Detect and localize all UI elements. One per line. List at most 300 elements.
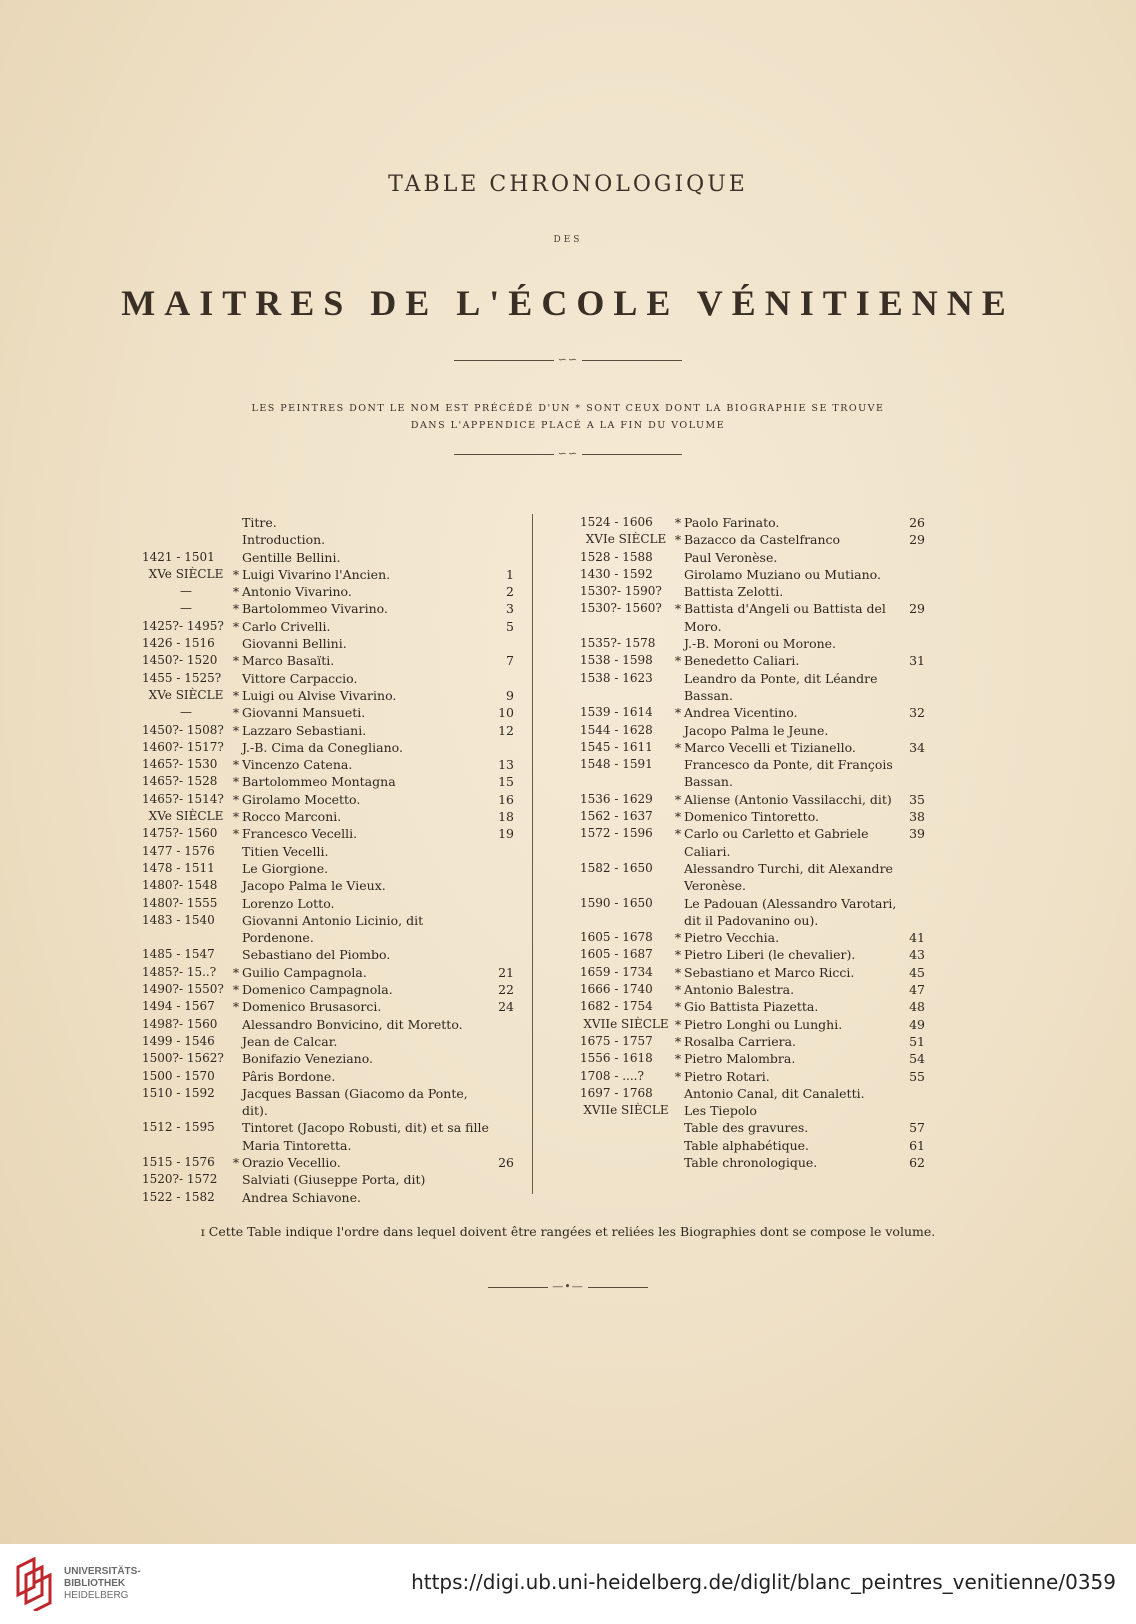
entry-text: Antonio Canal, dit Canaletti. — [684, 1085, 865, 1101]
table-row — [580, 964, 925, 981]
entry-star — [672, 566, 684, 583]
entry-page: 35 — [909, 791, 925, 807]
entry-page: 61 — [909, 1137, 925, 1153]
entry-date: 1562 - 1637 — [580, 809, 653, 824]
entry-star — [230, 1033, 242, 1050]
entry-page: 47 — [909, 982, 925, 998]
entry-star: * — [232, 982, 240, 998]
table-row — [580, 704, 925, 721]
entry-star — [672, 670, 684, 705]
entry-date: 1536 - 1629 — [580, 791, 653, 806]
entry-page — [490, 946, 514, 963]
table-row — [142, 981, 514, 998]
entry-page — [490, 895, 514, 912]
preface-note-line2: DANS L'APPENDICE PLACÉ A LA FIN DU VOLUME — [410, 420, 726, 431]
entry-page — [490, 1050, 514, 1067]
table-row — [580, 1016, 925, 1033]
entry-text: Domenico Campagnola. — [242, 982, 393, 998]
table-row — [580, 566, 925, 583]
entry-text: Le Giorgione. — [242, 860, 329, 876]
ornament-divider: —•— — [0, 1280, 1136, 1293]
table-row — [142, 912, 514, 947]
entry-star — [230, 860, 242, 877]
entry-date — [142, 531, 230, 548]
table-row — [580, 583, 925, 600]
entry-text: Carlo Crivelli. — [242, 618, 331, 634]
table-row — [142, 1154, 514, 1171]
table-row — [142, 998, 514, 1015]
entry-date: 1450?- 1508? — [142, 722, 224, 737]
table-row — [580, 722, 925, 739]
entry-star — [672, 722, 684, 739]
entry-star: * — [232, 566, 240, 582]
entry-text: Francesco Vecelli. — [242, 826, 358, 842]
entry-date: 1430 - 1592 — [580, 566, 653, 581]
entry-page: 34 — [909, 739, 925, 755]
entry-text: Introduction. — [242, 532, 326, 548]
entry-text: Jacopo Palma le Vieux. — [242, 878, 386, 894]
entry-star — [230, 549, 242, 566]
entry-page — [490, 860, 514, 877]
table-row — [142, 600, 514, 617]
entry-text: Pietro Liberi (le chevalier). — [684, 947, 856, 963]
entry-date: 1499 - 1546 — [142, 1033, 215, 1048]
entry-text: Giovanni Antonio Licinio, dit Pordenone. — [242, 912, 424, 946]
entry-page: 21 — [498, 964, 514, 980]
entry-page — [490, 1171, 514, 1188]
table-row — [142, 531, 514, 548]
table-row — [142, 843, 514, 860]
entry-page: 10 — [498, 705, 514, 721]
entry-date: 1515 - 1576 — [142, 1154, 215, 1169]
entry-star — [230, 843, 242, 860]
table-row — [580, 635, 925, 652]
table-row — [142, 635, 514, 652]
entry-text: J.-B. Moroni ou Morone. — [684, 636, 837, 652]
entry-page — [490, 1068, 514, 1085]
entry-page — [490, 739, 514, 756]
entry-page — [903, 1102, 925, 1119]
entry-text: Giovanni Bellini. — [242, 636, 347, 652]
table-row — [580, 1154, 925, 1171]
entry-text: Aliense (Antonio Vassilacchi, dit) — [684, 791, 892, 807]
entry-date: 1582 - 1650 — [580, 860, 653, 875]
right-column — [580, 514, 925, 1171]
entry-page — [903, 566, 925, 583]
entry-page: 19 — [498, 826, 514, 842]
entry-date: 1478 - 1511 — [142, 860, 215, 875]
entry-star — [672, 1085, 684, 1102]
entry-date: 1465?- 1514? — [142, 791, 224, 806]
entry-date: 1490?- 1550? — [142, 982, 224, 997]
table-row — [142, 825, 514, 842]
entry-text: Gio Battista Piazetta. — [684, 999, 819, 1015]
logo-line-2: BIBLIOTHEK — [64, 1578, 126, 1589]
entry-date: 1605 - 1678 — [580, 930, 653, 945]
entry-page: 49 — [909, 1016, 925, 1032]
entry-date — [580, 1154, 672, 1171]
entry-star: * — [674, 653, 682, 669]
entry-date: 1538 - 1623 — [580, 670, 653, 685]
entry-date: 1421 - 1501 — [142, 549, 215, 564]
title-table-chronologique: TABLE CHRONOLOGIQUE — [388, 172, 748, 197]
entry-star: * — [232, 687, 240, 703]
entry-date: 1483 - 1540 — [142, 912, 215, 927]
entry-star: * — [232, 1154, 240, 1170]
entry-date: 1480?- 1548 — [142, 878, 218, 893]
entry-date: 1500 - 1570 — [142, 1068, 215, 1083]
entry-text: Carlo ou Carletto et Gabriele Caliari. — [684, 826, 869, 859]
entry-text: Table chronologique. — [684, 1154, 818, 1170]
entry-page: 41 — [909, 930, 925, 946]
entry-star — [672, 635, 684, 652]
entry-star — [230, 531, 242, 548]
entry-text: Vincenzo Catena. — [242, 757, 353, 773]
entry-text: Pietro Vecchia. — [684, 930, 780, 946]
entry-star — [230, 912, 242, 947]
university-library-logo-text — [64, 1566, 141, 1602]
entry-star: * — [674, 982, 682, 998]
entry-text: Pietro Longhi ou Lunghi. — [684, 1016, 843, 1032]
entry-text: Rosalba Carriera. — [684, 1033, 796, 1049]
entry-text: Lazzaro Sebastiani. — [242, 722, 367, 738]
entry-text: Tintoret (Jacopo Robusti, dit) et sa fille Maria Tintoretta. — [242, 1120, 489, 1153]
table-row — [580, 670, 925, 705]
table-row — [142, 566, 514, 583]
entry-page: 38 — [909, 809, 925, 825]
entry-star — [230, 739, 242, 756]
table-row — [580, 549, 925, 566]
entry-star — [672, 1102, 684, 1119]
entry-star: * — [674, 601, 682, 617]
entry-page: 15 — [498, 774, 514, 790]
entry-text: Titien Vecelli. — [242, 843, 329, 859]
left-column — [142, 514, 514, 1206]
entry-page — [490, 1016, 514, 1033]
entry-text: Vittore Carpaccio. — [242, 670, 358, 686]
entry-text: Girolamo Mocetto. — [242, 791, 361, 807]
entry-date: 1520?- 1572 — [142, 1172, 218, 1187]
entry-date: XVIIe SIÈCLE — [583, 1016, 669, 1031]
entry-text: Bartolommeo Montagna — [242, 774, 396, 790]
entry-date: 1538 - 1598 — [580, 653, 653, 668]
entry-text: Table alphabétique. — [684, 1137, 809, 1153]
entry-page — [490, 1085, 514, 1120]
entry-page — [903, 549, 925, 566]
entry-date: 1485 - 1547 — [142, 947, 215, 962]
entry-text: Alessandro Bonvicino, dit Moretto. — [242, 1016, 463, 1032]
table-row — [142, 895, 514, 912]
table-row — [142, 618, 514, 635]
entry-date: 1465?- 1530 — [142, 757, 218, 772]
entry-text: Leandro da Ponte, dit Léandre Bassan. — [684, 670, 878, 703]
table-row — [142, 1171, 514, 1188]
entry-star: * — [674, 1016, 682, 1032]
entry-date: 1682 - 1754 — [580, 999, 653, 1014]
entry-page — [903, 860, 925, 895]
table-row — [142, 670, 514, 687]
entry-text: Andrea Schiavone. — [242, 1189, 361, 1205]
entry-star — [230, 1189, 242, 1206]
entry-star: * — [232, 584, 240, 600]
entry-text: Domenico Brusasorci. — [242, 999, 382, 1015]
table-row — [142, 583, 514, 600]
entry-star: * — [674, 1068, 682, 1084]
entry-date: — — [180, 584, 192, 599]
entry-star: * — [674, 1033, 682, 1049]
table-row — [142, 808, 514, 825]
column-divider — [532, 514, 533, 1194]
entry-page — [490, 514, 514, 531]
entry-text: Paolo Farinato. — [684, 515, 780, 530]
entry-page — [903, 722, 925, 739]
table-row — [580, 1119, 925, 1136]
entry-star — [672, 1137, 684, 1154]
entry-star: * — [674, 999, 682, 1015]
entry-star: * — [232, 774, 240, 790]
entry-star — [230, 635, 242, 652]
entry-date: 1572 - 1596 — [580, 826, 653, 841]
table-row — [580, 600, 925, 635]
table-row — [142, 1085, 514, 1120]
entry-page: 22 — [498, 982, 514, 998]
entry-page: 51 — [909, 1033, 925, 1049]
entry-page: 55 — [909, 1068, 925, 1084]
entry-star — [672, 583, 684, 600]
table-row — [142, 1033, 514, 1050]
entry-star: * — [674, 705, 682, 721]
table-row — [580, 791, 925, 808]
table-row — [142, 687, 514, 704]
entry-text: Bazacco da Castelfranco — [684, 532, 841, 548]
entry-date: — — [180, 601, 192, 616]
entry-star — [672, 549, 684, 566]
table-row — [142, 1119, 514, 1154]
table-row — [142, 877, 514, 894]
entry-date: 1498?- 1560 — [142, 1016, 218, 1031]
entry-page: 7 — [506, 653, 514, 669]
preface-note — [0, 400, 1136, 434]
entry-text: Girolamo Muziano ou Mutiano. — [684, 566, 881, 582]
entry-date: 1465?- 1528 — [142, 774, 218, 789]
table-row — [580, 825, 925, 860]
entry-star: * — [232, 757, 240, 773]
entry-date: 1477 - 1576 — [142, 843, 215, 858]
entry-star — [230, 1171, 242, 1188]
entry-page: 32 — [909, 705, 925, 721]
entry-page: 3 — [506, 601, 514, 617]
entry-text: Salviati (Giuseppe Porta, dit) — [242, 1172, 426, 1188]
entry-text: Antonio Vivarino. — [242, 584, 352, 600]
table-row — [142, 1068, 514, 1085]
entry-star: * — [674, 739, 682, 755]
entry-date: 1524 - 1606 — [580, 515, 653, 529]
entry-star — [230, 670, 242, 687]
entry-text: Les Tiepolo — [684, 1103, 757, 1119]
title-des: DES — [553, 235, 583, 245]
entry-date: 1510 - 1592 — [142, 1085, 215, 1100]
entry-date: 1666 - 1740 — [580, 982, 653, 997]
entry-page — [903, 1085, 925, 1102]
entry-text: Lorenzo Lotto. — [242, 895, 335, 911]
entry-star: * — [674, 964, 682, 980]
entry-date: 1500?- 1562? — [142, 1051, 224, 1066]
entry-date: — — [180, 705, 192, 720]
entry-text: Pietro Malombra. — [684, 1051, 796, 1067]
entry-text: Sebastiano del Piombo. — [242, 947, 391, 963]
table-row — [142, 722, 514, 739]
entry-text: Battista Zelotti. — [684, 584, 784, 600]
entry-page: 26 — [909, 515, 925, 530]
entry-page — [490, 843, 514, 860]
entry-page — [490, 531, 514, 548]
logo-line-3: HEIDELBERG — [64, 1590, 129, 1601]
table-row — [142, 1016, 514, 1033]
entry-text: Luigi ou Alvise Vivarino. — [242, 687, 397, 703]
entry-star: * — [232, 653, 240, 669]
entry-date: 1480?- 1555 — [142, 895, 218, 910]
entry-star — [672, 756, 684, 791]
entry-page — [490, 1033, 514, 1050]
entry-text: Domenico Tintoretto. — [684, 809, 819, 825]
entry-date: 1425?- 1495? — [142, 618, 224, 633]
entry-star — [672, 1154, 684, 1171]
entry-page: 1 — [506, 566, 514, 582]
table-row — [580, 929, 925, 946]
entry-page: 13 — [498, 757, 514, 773]
entry-page — [490, 1119, 514, 1154]
entry-text: Pâris Bordone. — [242, 1068, 336, 1084]
entry-text: Marco Basaïti. — [242, 653, 335, 669]
table-row — [580, 739, 925, 756]
entry-star: * — [232, 809, 240, 825]
entry-page — [490, 635, 514, 652]
entry-text: Giovanni Mansueti. — [242, 705, 366, 721]
entry-text: Andrea Vicentino. — [684, 705, 798, 721]
entry-text: Jacques Bassan (Giacomo da Ponte, dit). — [242, 1085, 468, 1119]
table-row — [580, 981, 925, 998]
entry-text: Le Padouan (Alessandro Varotari, dit il Padovanino ou). — [684, 895, 897, 928]
entry-star: * — [232, 618, 240, 634]
ornament-divider: ∽∽ — [0, 353, 1136, 366]
entry-page: 9 — [506, 687, 514, 703]
entry-page: 45 — [909, 964, 925, 980]
entry-date: 1455 - 1525? — [142, 670, 222, 685]
entry-star — [230, 1068, 242, 1085]
table-row — [580, 756, 925, 791]
entry-date: 1544 - 1628 — [580, 722, 653, 737]
entry-star — [230, 1016, 242, 1033]
entry-text: Rocco Marconi. — [242, 809, 342, 825]
entry-page: 31 — [909, 653, 925, 669]
entry-star — [230, 1119, 242, 1154]
entry-text: Bonifazio Veneziano. — [242, 1051, 374, 1067]
entry-date: 1535?- 1578 — [580, 636, 656, 651]
entry-text: Jacopo Palma le Jeune. — [684, 722, 829, 738]
entry-page — [490, 670, 514, 687]
document-url[interactable]: https://digi.ub.uni-heidelberg.de/diglit/blanc_peintres_venitienne/0359 — [411, 1570, 1116, 1594]
entry-date: 1512 - 1595 — [142, 1120, 215, 1135]
entry-star: * — [674, 809, 682, 825]
entry-star: * — [674, 1051, 682, 1067]
table-row — [580, 895, 925, 930]
entry-star: * — [674, 930, 682, 946]
table-row — [142, 946, 514, 963]
entry-page: 43 — [909, 947, 925, 963]
entry-star — [230, 895, 242, 912]
university-library-logo-icon — [12, 1557, 60, 1611]
entry-text: Jean de Calcar. — [242, 1033, 338, 1049]
entry-page — [903, 670, 925, 705]
entry-text: Francesco da Ponte, dit François Bassan. — [684, 757, 893, 790]
footnote-text: Cette Table indique l'ordre dans lequel doivent être rangées et reliées les Biographies dont se compose le volume. — [208, 1224, 936, 1239]
entry-page — [490, 912, 514, 947]
entry-text: Titre. — [242, 515, 277, 530]
entry-star — [230, 1085, 242, 1120]
entry-date: 1426 - 1516 — [142, 636, 215, 651]
entry-date: XVIe SIÈCLE — [585, 532, 667, 547]
entry-page: 48 — [909, 999, 925, 1015]
entry-date — [580, 1119, 672, 1136]
entry-date: XVIIe SIÈCLE — [583, 1103, 669, 1118]
entry-date: 1548 - 1591 — [580, 757, 653, 772]
entry-date: 1556 - 1618 — [580, 1051, 653, 1066]
table-row — [580, 998, 925, 1015]
entry-star: * — [232, 826, 240, 842]
table-row — [142, 1050, 514, 1067]
entry-date — [580, 1137, 672, 1154]
entry-star: * — [674, 515, 682, 530]
table-row — [580, 1033, 925, 1050]
entry-text: Benedetto Caliari. — [684, 653, 800, 669]
table-row — [142, 704, 514, 721]
table-row — [580, 808, 925, 825]
table-row — [580, 652, 925, 669]
entry-text: Guilio Campagnola. — [242, 964, 367, 980]
entry-text: Sebastiano et Marco Ricci. — [684, 964, 855, 980]
title-maitres: MAITRES DE L'ÉCOLE VÉNITIENNE — [121, 283, 1015, 323]
entry-date: 1697 - 1768 — [580, 1085, 653, 1100]
entry-star — [230, 946, 242, 963]
table-row — [580, 1068, 925, 1085]
entry-text: Orazio Vecellio. — [242, 1154, 341, 1170]
table-row — [580, 531, 925, 548]
entry-date: 1539 - 1614 — [580, 705, 653, 720]
entry-text: Paul Veronèse. — [684, 549, 778, 565]
entry-date: 1545 - 1611 — [580, 739, 653, 754]
entry-date: 1708 - ....? — [580, 1068, 644, 1083]
entry-text: Marco Vecelli et Tizianello. — [684, 739, 856, 755]
entry-date: 1522 - 1582 — [142, 1189, 215, 1204]
entry-date: 1530?- 1590? — [580, 584, 662, 599]
entry-date: XVe SIÈCLE — [148, 809, 224, 824]
entry-star: * — [674, 791, 682, 807]
entry-date: 1675 - 1757 — [580, 1033, 653, 1048]
table-row — [580, 1102, 925, 1119]
entry-star: * — [232, 999, 240, 1015]
table-row — [580, 1137, 925, 1154]
table-row — [142, 964, 514, 981]
entry-page: 5 — [506, 618, 514, 634]
entry-page: 62 — [909, 1154, 925, 1170]
entry-page: 26 — [498, 1154, 514, 1170]
entry-page — [490, 1189, 514, 1206]
table-row — [142, 514, 514, 531]
entry-page: 2 — [506, 584, 514, 600]
entry-text: Gentille Bellini. — [242, 549, 341, 565]
entry-date: 1528 - 1588 — [580, 549, 653, 564]
footnote: ɪ Cette Table indique l'ordre dans lequel doivent être rangées et reliées les Biographies dont se compose le volume. — [200, 1224, 936, 1239]
